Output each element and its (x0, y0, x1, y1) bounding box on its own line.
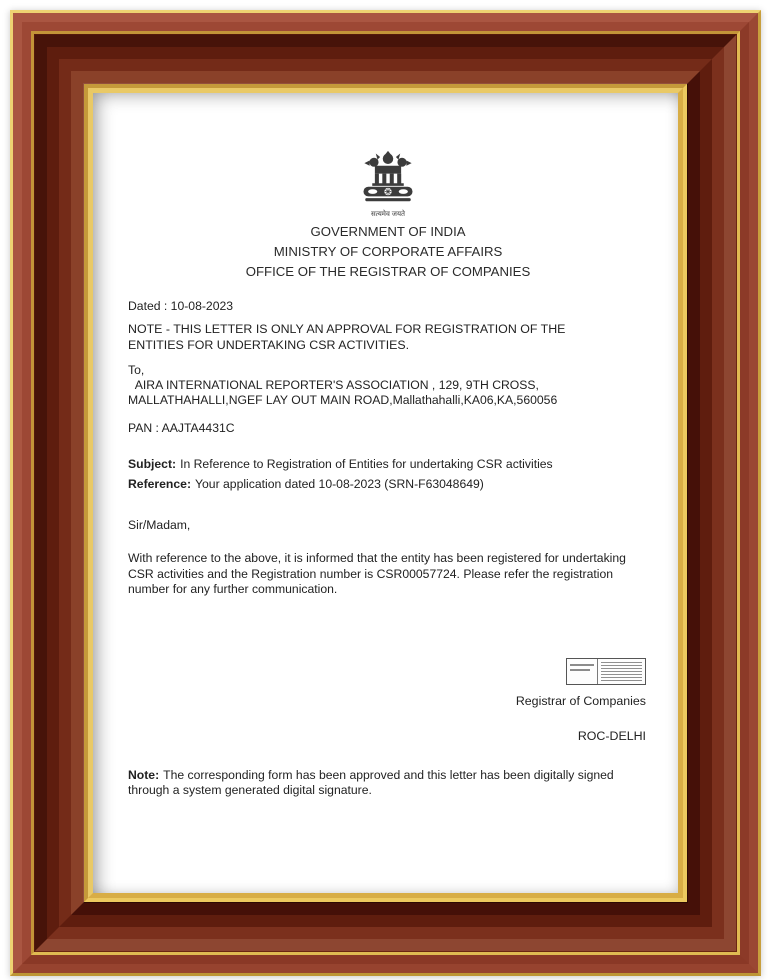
ashoka-emblem-icon (346, 150, 430, 206)
frame-cove-band (71, 71, 700, 915)
frame-cove-band (47, 47, 724, 939)
frame-cove-band (59, 59, 712, 927)
roc-office: ROC-DELHI (577, 728, 646, 743)
subject-reference-block (128, 454, 648, 494)
reference-text: Your application dated 10-08-2023 (SRN-F63048649) (195, 477, 484, 491)
frame-inner-gold-trim-highlight (88, 88, 683, 898)
recipient-block (128, 363, 648, 408)
satyameva-jayate-motto: सत्यमेव जयते (370, 211, 406, 218)
footer-note-label: Note: (128, 767, 160, 782)
frame-gold-fillet (31, 31, 740, 955)
frame-outer-gold-trim (10, 10, 761, 976)
recipient-address-line: MALLATHAHALLI,NGEF LAY OUT MAIN ROAD,Mallathahalli,KA06,KA,560056 (128, 393, 558, 407)
reference-label: Reference: (128, 477, 191, 491)
letter-page (93, 93, 678, 893)
frame-outer-band (13, 13, 758, 973)
approval-note: NOTE - THIS LETTER IS ONLY AN APPROVAL FOR REGISTRATION OF THE ENTITIES FOR UNDERTAKING CSR ACTIVITIES. (128, 322, 566, 352)
letterhead-titles (128, 222, 648, 282)
signature-block (128, 658, 648, 744)
stamp-signer-id (567, 659, 598, 684)
subject-label: Subject: (128, 457, 177, 471)
government-of-india-line: GOVERNMENT OF INDIA (310, 224, 466, 239)
footer-note-text: The corresponding form has been approved and this letter has been digitally signed through a system generated digital signature. (128, 767, 614, 797)
subject-text: In Reference to Registration of Entities for undertaking CSR activities (180, 457, 553, 471)
signatory-title: Registrar of Companies (515, 693, 646, 708)
stamp-details-microtext (601, 662, 642, 682)
letter-body: With reference to the above, it is informed that the entity has been registered for undertaking CSR activities and the Registration number is CSR00057724. Please refer the registration number for any further communication. (128, 551, 626, 596)
frame-seam (83, 83, 688, 903)
frame-outer-band-inner (22, 22, 749, 964)
ministry-line: MINISTRY OF CORPORATE AFFAIRS (273, 244, 503, 259)
dated-line: Dated : 10-08-2023 (128, 299, 234, 313)
to-label: To, (128, 363, 145, 377)
reference-line (128, 474, 648, 494)
salutation: Sir/Madam, (128, 518, 191, 532)
office-line: OFFICE OF THE REGISTRAR OF COMPANIES (245, 264, 531, 279)
letterhead (128, 150, 648, 219)
frame-seam (34, 34, 737, 952)
pan-line: PAN : AAJTA4431C (128, 421, 235, 435)
letter-content (93, 93, 678, 799)
footer-note (128, 768, 633, 799)
frame-cove-band (35, 35, 736, 951)
digital-signature-stamp (566, 658, 646, 685)
subject-line (128, 454, 648, 474)
frame-inner-gold-trim (84, 84, 687, 902)
recipient-address-line: AIRA INTERNATIONAL REPORTER'S ASSOCIATION , 129, 9TH CROSS, (128, 378, 539, 392)
